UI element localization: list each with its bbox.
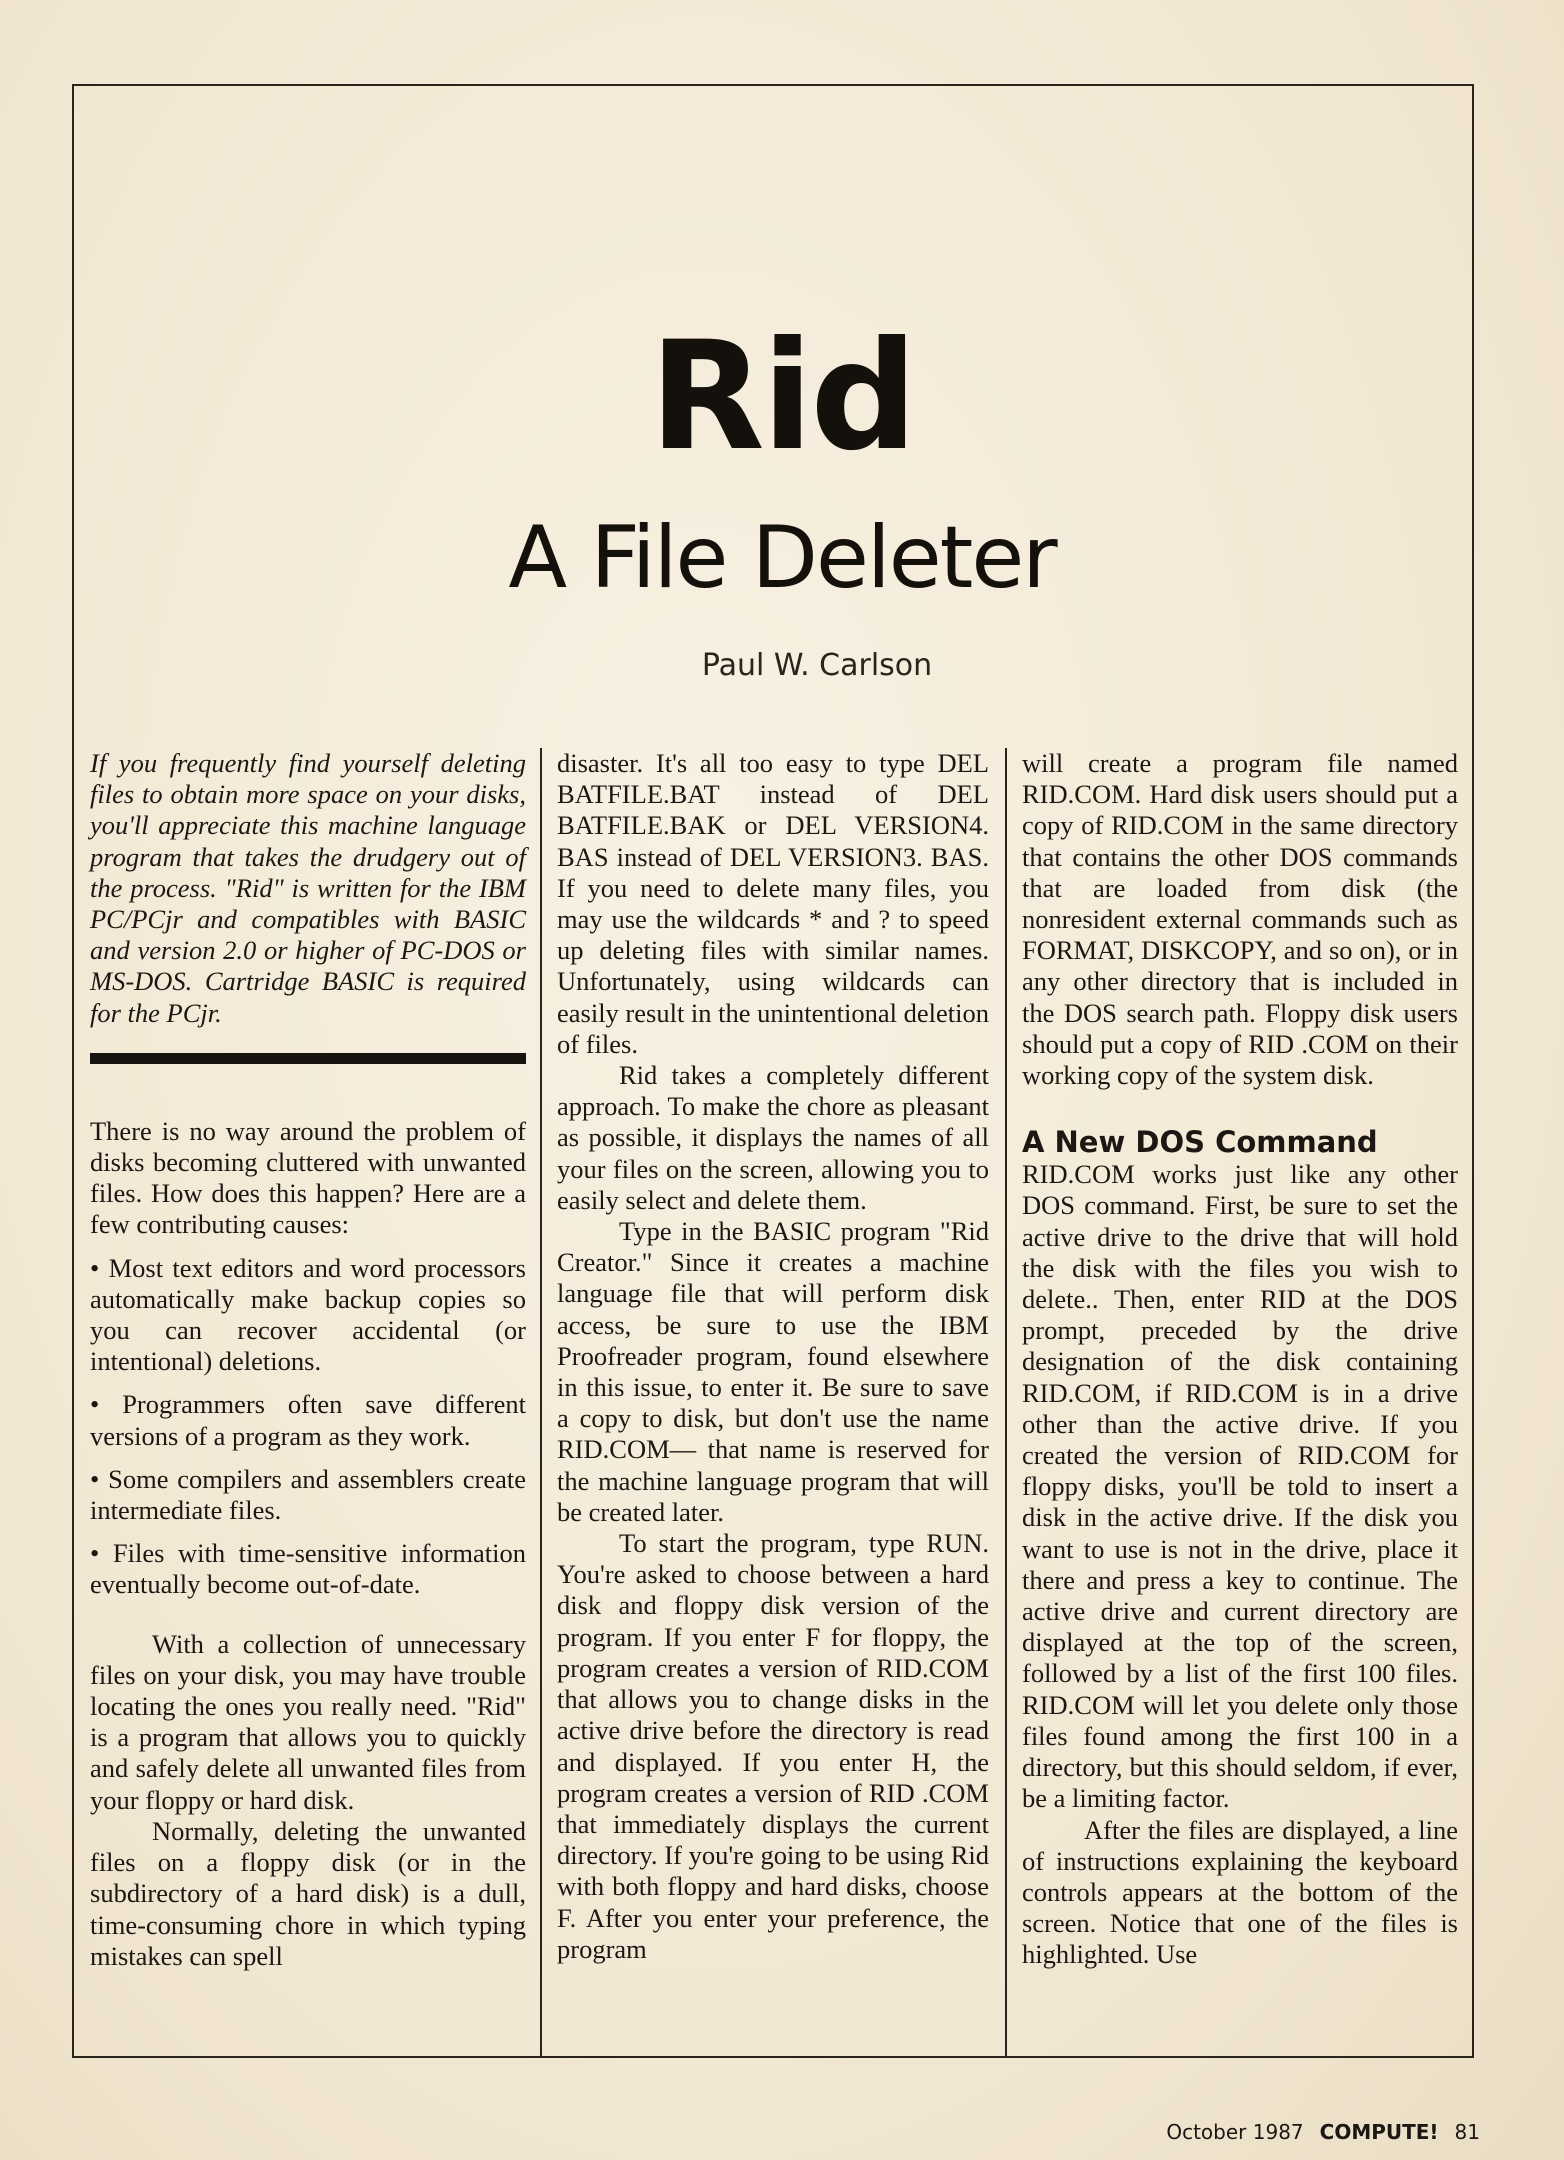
body-paragraph: disaster. It's all too easy to type DEL BATFILE.BAT instead of DEL BATFILE.BAK or DEL VERSION4. BAS instead of DEL VERSION3. BAS. If you need to delete many files, you may use the wildcards * and ? to speed up deleting files with similar names. Unfortunately, using wildcards can easily result in the unintentional deletion of files. — [557, 748, 989, 1059]
intro-divider — [90, 1053, 526, 1064]
bullet-item: • Programmers often save different versions of a program as they work. — [90, 1389, 526, 1451]
body-paragraph: RID.COM works just like any other DOS command. First, be sure to set the active drive to the drive that will hold the disk with the files you wish to delete.. Then, enter RID at the DOS prompt, preceded by the drive designation of the disk containing RID.COM, if RID.COM is in a drive other than the active drive. If you created the version of RID.COM for floppy disks, you'll be told to insert a disk in the active drive. If the disk you want to use is not in the drive, place it there and press a key to continue. The active drive and current directory are displayed at the top of the screen, followed by a list of the first 100 files. RID.COM will let you delete only those files found among the first 100 in a directory, but this should seldom, if ever, be a limiting factor. — [1022, 1159, 1458, 1814]
footer-date: October 1987 — [1166, 2120, 1304, 2144]
body-paragraph: Normally, deleting the unwanted files on a floppy disk (or in the subdirectory of a hard disk) is a dull, time-consuming chore in which typing mistakes can spell — [90, 1815, 526, 1971]
section-heading: A New DOS Command — [1022, 1125, 1378, 1160]
page-footer — [1166, 2120, 1480, 2144]
article-author: Paul W. Carlson — [701, 648, 933, 683]
column-divider — [1005, 748, 1007, 2058]
body-paragraph: After the files are displayed, a line of instructions explaining the keyboard controls appears at the bottom of the screen. Notice that one of the files is highlighted. Use — [1022, 1814, 1458, 1970]
bullet-item: • Some compilers and assemblers create intermediate files. — [90, 1463, 526, 1526]
bullet-item: • Files with time-sensitive information eventually become out-of-date. — [90, 1538, 526, 1600]
footer-page-number: 81 — [1454, 2120, 1480, 2144]
footer-magazine: COMPUTE! — [1319, 2120, 1439, 2144]
body-paragraph: To start the program, type RUN. You're asked to choose between a hard disk and floppy disk version of the program. If you enter F for floppy, the program creates a version of RID.COM that allows you to change disks in the active drive before the directory is read and displayed. If you enter H, the program creates a version of RID .COM that immediately displays the current directory. If you're going to be using Rid with both floppy and hard disks, choose F. After you enter your preference, the program — [557, 1528, 989, 1964]
column-1 — [90, 748, 526, 1972]
column-2 — [557, 748, 989, 1965]
body-paragraph: There is no way around the problem of disks becoming cluttered with unwanted files. How does this happen? Here are a few contributing causes: — [90, 1115, 526, 1240]
body-paragraph: With a collection of unnecessary files on your disk, you may have trouble locating the ones you really need. "Rid" is a program that allows you to quickly and safely delete all unwanted files from your floppy or hard disk. — [90, 1628, 526, 1815]
column-3 — [1022, 748, 1458, 1971]
bullet-item: • Most text editors and word processors automatically make backup copies so you can recover accidental (or intentional) deletions. — [90, 1252, 526, 1377]
body-paragraph: Rid takes a completely different approach. To make the chore as pleasant as possible, it displays the names of all your files on the screen, allowing you to easily select and delete them. — [557, 1060, 989, 1215]
body-paragraph: will create a program file named RID.COM. Hard disk users should put a copy of RID.COM in the same directory that contains the other DOS commands that are loaded from disk (the nonresident external commands such as FORMAT, DISKCOPY, and so on), or in any other directory that is included in the DOS search path. Floppy disk users should put a copy of RID .COM on their working copy of the system disk. — [1022, 748, 1458, 1091]
column-divider — [540, 748, 542, 2058]
article-title: Rid — [649, 310, 915, 484]
body-paragraph: Type in the BASIC program "Rid Creator." Since it creates a machine language file that will perform disk access, be sure to use the IBM Proofreader program, found elsewhere in this issue, to enter it. Be sure to save a copy to disk, but don't use the name RID.COM— that name is reserved for the machine language program that will be created later. — [557, 1216, 989, 1527]
intro-paragraph: If you frequently find yourself deleting files to obtain more space on your disks, you'll appreciate this machine language program that takes the drudgery out of the process. "Rid" is written for the IBM PC/PCjr and compatibles with BASIC and version 2.0 or higher of PC-DOS or MS-DOS. Cartridge BASIC is required for the PCjr. — [90, 748, 526, 1028]
article-subtitle: A File Deleter — [508, 508, 1056, 608]
